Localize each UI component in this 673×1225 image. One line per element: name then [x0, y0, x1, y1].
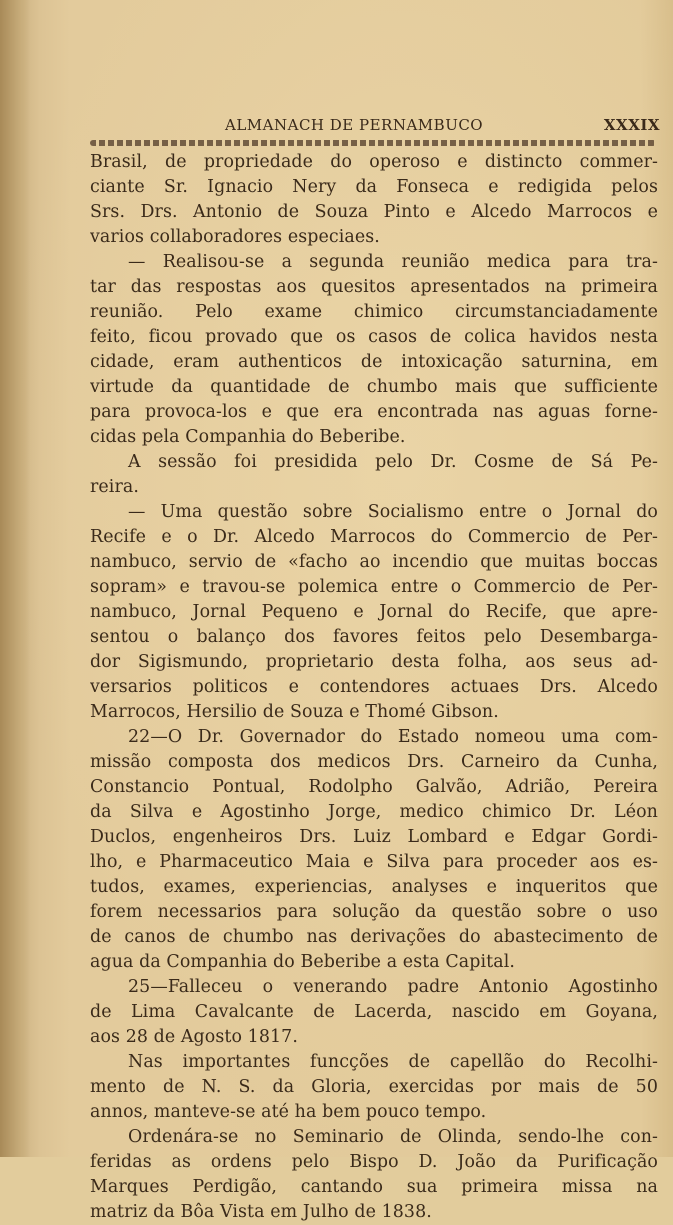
text-line: Brasil, de propriedade do operoso e distincto commer-: [90, 152, 658, 172]
text-line: versarios politicos e contendores actuaes Drs. Alcedo: [90, 677, 658, 697]
text-line: 22—O Dr. Governador do Estado nomeou uma com-: [128, 727, 658, 747]
text-line: ciante Sr. Ignacio Nery da Fonseca e redigida pelos: [90, 177, 658, 197]
text-line: feridas as ordens pelo Bispo D. João da Purificação: [90, 1152, 658, 1172]
text-line: nambuco, servio de «facho ao incendio que muitas boccas: [90, 552, 658, 572]
text-line: sentou o balanço dos favores feitos pelo Desembarga-: [90, 627, 658, 647]
text-line: Srs. Drs. Antonio de Souza Pinto e Alcedo Marrocos e: [90, 202, 658, 222]
text-line: Nas importantes funcções de capellão do Recolhi-: [128, 1052, 658, 1072]
running-header: [225, 116, 660, 138]
text-line: reunião. Pelo exame chimico circumstanciadamente: [90, 302, 658, 322]
text-line: Marques Perdigão, cantando sua primeira missa na: [90, 1177, 658, 1197]
text-line: dor Sigismundo, proprietario desta folha, aos seus ad-: [90, 652, 658, 672]
text-line: reira.: [90, 477, 139, 497]
header-title: ALMANACH DE PERNAMBUCO: [225, 116, 484, 134]
text-line: da Silva e Agostinho Jorge, medico chimico Dr. Léon: [90, 802, 658, 822]
text-line: para provoca-los e que era encontrada nas aguas forne-: [90, 402, 658, 422]
text-line: tudos, exames, experiencias, analyses e inqueritos que: [90, 877, 658, 897]
text-line: nambuco, Jornal Pequeno e Jornal do Recife, que apre-: [90, 602, 658, 622]
text-line: 25—Falleceu o venerando padre Antonio Agostinho: [128, 977, 658, 997]
text-line: A sessão foi presidida pelo Dr. Cosme de Sá Pe-: [128, 452, 658, 472]
text-line: tar das respostas aos quesitos apresentados na primeira: [90, 277, 658, 297]
text-line: varios collaboradores especiaes.: [90, 227, 380, 247]
text-line: Recife e o Dr. Alcedo Marrocos do Commercio de Per-: [90, 527, 658, 547]
text-line: virtude da quantidade de chumbo mais que sufficiente: [90, 377, 658, 397]
text-line: — Realisou-se a segunda reunião medica para tra-: [128, 252, 658, 272]
text-line: mento de N. S. da Gloria, exercidas por mais de 50: [90, 1077, 658, 1097]
text-line: — Uma questão sobre Socialismo entre o Jornal do: [128, 502, 658, 522]
text-line: matriz da Bôa Vista em Julho de 1838.: [90, 1202, 432, 1222]
text-line: de Lima Cavalcante de Lacerda, nascido em Goyana,: [90, 1002, 658, 1022]
header-rule: [90, 140, 656, 146]
text-line: Ordenára-se no Seminario de Olinda, sendo-lhe con-: [128, 1127, 658, 1147]
page-number: XXXIX: [603, 116, 660, 134]
text-line: annos, manteve-se até ha bem pouco tempo.: [90, 1102, 487, 1122]
text-line: cidade, eram authenticos de intoxicação saturnina, em: [90, 352, 658, 372]
text-line: sopram» e travou-se polemica entre o Commercio de Per-: [90, 577, 658, 597]
text-line: de canos de chumbo nas derivações do abastecimento de: [90, 927, 658, 947]
text-line: Constancio Pontual, Rodolpho Galvão, Adrião, Pereira: [90, 777, 658, 797]
text-line: feito, ficou provado que os casos de colica havidos nesta: [90, 327, 658, 347]
text-line: cidas pela Companhia do Beberibe.: [90, 427, 406, 447]
text-line: Duclos, engenheiros Drs. Luiz Lombard e Edgar Gordi-: [90, 827, 658, 847]
text-line: missão composta dos medicos Drs. Carneiro da Cunha,: [90, 752, 658, 772]
text-line: Marrocos, Hersilio de Souza e Thomé Gibson.: [90, 702, 499, 722]
text-line: aos 28 de Agosto 1817.: [90, 1027, 298, 1047]
binding-gutter: [0, 0, 30, 1157]
text-line: lho, e Pharmaceutico Maia e Silva para proceder aos es-: [90, 852, 658, 872]
text-line: forem necessarios para solução da questão sobre o uso: [90, 902, 658, 922]
body-text: [90, 150, 658, 1225]
text-line: agua da Companhia do Beberibe a esta Capital.: [90, 952, 516, 972]
